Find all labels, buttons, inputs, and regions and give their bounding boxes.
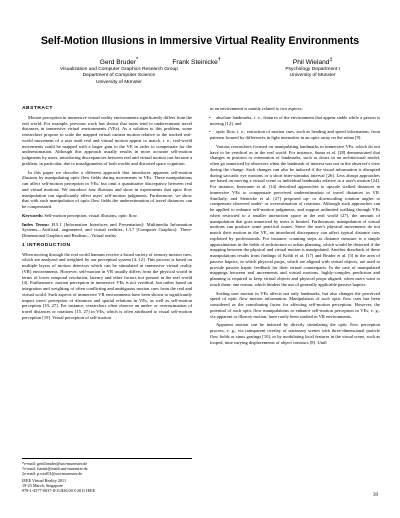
footnote-email: ‡e-mail: p.wiel01@uni-muenster.de <box>22 471 83 477</box>
author-affiliation: University of Münster <box>95 79 142 85</box>
body-paragraph: Scaling user motion in VEs affects not only landmarks, but also changes the perceived speed of optic flow motion information. Manipulation of such optic flow cues has been considered as the contributing factor for affecting self-motion perception. However, the potential of such optic flow manipulations to enhance self-motion perception in VEs, e. g., via apparent or illusory motion, have rarely been studied in VR environments. <box>210 290 380 319</box>
footnote-email: *e-mail: gerd.bruder@uni-muenster.de <box>22 461 88 466</box>
author-affiliation: University of Münster <box>289 73 336 79</box>
index-terms-label: Index Terms: <box>22 221 50 227</box>
body-paragraph: Apparent motion can be induced by directly stimulating the optic flow perception process, e. g., via transparent overlay of stationary scenes with three-dimensional particle flow fields or sinus gratings [10], or by modulating local features in the visual scene, such as looped, time varying displacements of object contours [8]. Until <box>210 322 380 345</box>
footnote-email: †e-mail: fsteini@math.uni-muenster.de <box>22 466 88 472</box>
abstract-paragraph: In this paper we describe a different approach that introduces apparent self-motion illusions by manipulating optic flow fields during movements in VEs. These manipulations can affect self-motion perception in VEs, but omit a quantitative discrepancy between real and virtual motions. We introduce four illusions and show in experiments that optic flow manipulation can significantly affect users' self-motion judgments. Furthermore, we show that with such manipulation of optic flow fields the underestimation of travel distances can be compensated. <box>22 169 192 209</box>
bullet-item: • optic flow, i. e., extraction of motion cues, such as heading and speed information, from patterns formed by differences in light intensities in an optic array on the retina [9]. <box>210 129 380 141</box>
index-terms-text: H.5.1 [Information Interfaces and Presentation]: Multimedia Information Systems—Artificial, augmented, and virtual realities; I.3.7 [Computer Graphics]: Three-Dimensional Graphics and Realism—Virtual reality <box>22 221 192 238</box>
abstract-heading: ABSTRACT <box>22 106 53 111</box>
footnotes <box>22 458 192 477</box>
keywords-label: Keywords: <box>22 212 44 218</box>
author-name: Gerd Bruder <box>99 59 137 67</box>
keywords <box>22 213 192 219</box>
author-affiliation: Visualization and Computer Graphics Research Group <box>60 67 178 73</box>
body-paragraph: Various researchers focused on manipulating landmarks in immersive VEs, which do not have to be veridical as in the real world. For instance, Suma et al. [28] demonstrated that changes in position or orientation of landmarks, such as doors in an architectural model, often go unnoticed by observers when the landmark of interest was not in the observer's view during the change. Such changes can also be induced if the visual information is disrupted during saccadic eye motions or a short inter-stimulus interval [26]. Less abrupt approaches are based on moving a virtual scene or individual landmarks relative to a user's motion [24]. For instance, Interrante et al. [14] described approaches to upscale walked distances in immersive VEs to compensate perceived underestimation of travel distances in VR. Similarly, and Steinicke et al. [27] proposed up- or downscaling rotation angles to compensate observed under- or overestimation of rotations. Although such approaches can be applied to enhance self-motion judgments, and support unlimited walking through VEs when restricted to a smaller interaction space in the real world [27], the amount of manipulation that goes unnoticed by users is limited. Furthermore, manipulation of virtual motions can produce some practical issues. Since the user's physical movements do not match their motion in the VE, an introduced discrepancy can affect typical distance cues exploited by professionals. For instance, counting steps as distance measure is a simple approximation in the fields of architecture or urban planning, which would be distorted if the mapping between the physical and virtual motion is manipulated. Another drawback of these manipulations results from findings of Kohli et al. [17] and Bruder et al. [5] in the area of passive haptics, in which physical props, which are aligned with virtual objects, are used to provide passive haptic feedback for their virtual counterparts. In the case of manipulated mappings between real movements and virtual motions, highly-complex prediction and planning is required to keep virtual objects and physical props aligned, when users want to touch them; one reason, which hinders the use of generally applicable passive haptics. <box>210 143 380 287</box>
conference-name: IEEE Virtual Reality 2011 <box>22 478 67 483</box>
bullet-item: • absolute landmarks, i. e., features of the environment that appear stable while a person is moving [12], and <box>210 115 380 127</box>
author-2 <box>172 56 221 86</box>
index-terms <box>22 222 192 239</box>
keywords-text: Self-motion perception, visual illusions, optic flow. <box>44 212 138 218</box>
author-3 <box>285 56 340 86</box>
introduction-paragraph: When moving through the real world humans receive a broad variety of sensory motion cues, which are analyzed and weighted by our perceptual system [4, 12]. This process is based on multiple layers of motion detectors which can be stimulated in immersive virtual reality (VR) environments. However, self-motion in VR usually differs from the physical world in terms of lower temporal resolution, latency and other factors not present in the real world [4]. Furthermore, motion perception in immersive VEs is not veridical, but rather based on integration and weighting of often conflicting and ambiguous motion cues from the real and virtual world. Such aspects of immersive VR environments have been shown to significantly impact users' perception of distances and spatial relations in VEs, as well as self-motion perception [19, 27]. For instance, researchers often observe an under- or overestimation of travel distances or rotations [15, 27] in VEs, which is often attributed to visual self-motion perception [19]. Visual perception of self-motion <box>22 251 192 320</box>
author-mark: † <box>217 57 221 63</box>
author-name: Frank Steinicke <box>172 59 218 67</box>
author-mark: ‡ <box>329 57 333 63</box>
author-affiliation: Department of Computer Science <box>82 73 156 79</box>
intro-continuation: in an environment is mainly related to two aspects: <box>210 106 303 111</box>
author-1 <box>60 56 178 86</box>
paper-title: Self-Motion Illusions in Immersive Virtual Reality Environments <box>40 35 360 47</box>
introduction-heading: 1 INTRODUCTION <box>22 242 71 248</box>
author-affiliation: Psychology Department I <box>285 67 340 73</box>
author-mark: * <box>136 57 139 63</box>
left-column <box>22 106 192 324</box>
page-number: 39 <box>373 493 378 498</box>
conference-dates: 19-23 March, Singapore <box>22 483 63 489</box>
conference-info <box>22 478 192 494</box>
conference-copyright: 978-1-4577-0037-8/11/$26.00 ©2011 IEEE <box>22 488 96 494</box>
author-block <box>60 56 340 86</box>
abstract-paragraph: Motion perception in immersive virtual reality environments significantly differs from the real world. For example, previous work has shown that users tend to underestimate travel distances in immersive virtual environments (VEs). As a solution to this problem, some researchers propose to scale the mapped virtual camera motion relative to the tracked real-world movement of a user until real and virtual motion appear to match, i. e., real-world movements could be mapped with a larger gain to the VE in order to compensate for the underestimation. Although this approach usually results in more accurate self-motion judgments by users, introducing discrepancies between real and virtual motion can become a problem, in particular, due to misalignments of both worlds and distorted space cognition. <box>22 114 192 166</box>
right-column <box>210 106 380 348</box>
author-name: Phil Wieland <box>292 59 330 67</box>
